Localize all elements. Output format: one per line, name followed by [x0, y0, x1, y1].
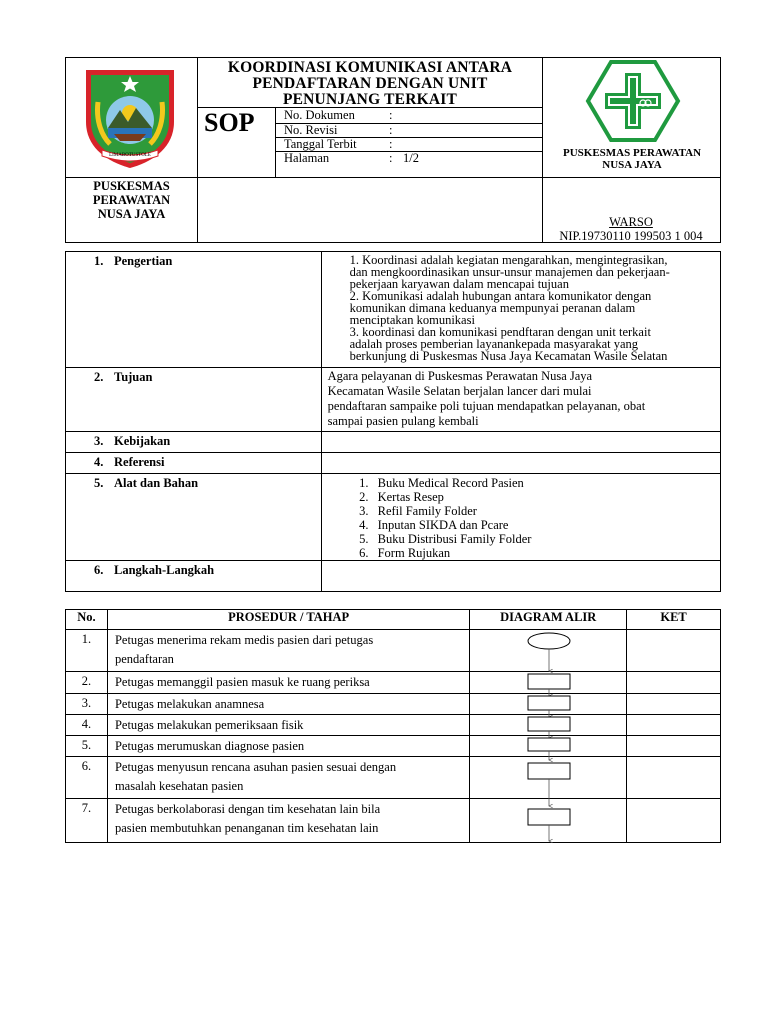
flowchart-diagram: [470, 629, 627, 844]
row-tujuan: [66, 368, 721, 432]
header-hline-mid: [197, 177, 542, 178]
org-line: PUSKESMAS: [93, 179, 170, 193]
title-line: KOORDINASI KOMUNIKASI ANTARA: [227, 59, 513, 76]
text-line: pekerjaan karyawan dalam mencapai tujuan: [349, 277, 569, 291]
signature-block: [542, 215, 720, 243]
regency-emblem-icon: [78, 64, 182, 170]
flow-process-box: [528, 674, 570, 689]
text-line: Petugas memanggil pasien masuk ke ruang periksa: [114, 675, 370, 689]
step-text: [107, 736, 469, 757]
row-label: Pengertian: [114, 254, 173, 268]
row-label: Tujuan: [114, 370, 153, 384]
ket-cell: [627, 799, 721, 843]
text-line: masalah kesehatan pasien: [114, 779, 244, 793]
text-line: Agara pelayanan di Puskesmas Perawatan Nusa Jaya: [327, 369, 593, 383]
col-header-no: No.: [66, 610, 108, 630]
text-line: Petugas menerima rekam medis pasien dari petugas: [114, 633, 374, 647]
row-alat-bahan: [66, 474, 721, 561]
text-line: 2. Komunikasi adalah hubungan antara komunikator dengan: [349, 289, 652, 303]
sop-divider: [275, 107, 276, 177]
text-line: Petugas melakukan pemeriksaan fisik: [114, 718, 304, 732]
pengertian-heading: [66, 252, 322, 368]
row-label: Alat dan Bahan: [114, 476, 199, 490]
header-hline-right: [542, 177, 720, 178]
doc-field-colon: :: [389, 123, 393, 137]
step-text: [107, 630, 469, 672]
row-label: Kebijakan: [114, 434, 171, 448]
doc-field-date: [284, 137, 403, 152]
puskesmas-logo-icon: [585, 59, 681, 143]
pengertian-content: [321, 252, 720, 368]
step-text: [107, 715, 469, 736]
row-number: 4.: [94, 455, 104, 469]
row-number: 3.: [94, 434, 104, 448]
text-line: dan mengkoordinasikan unsur-unsur manajemen dan pekerjaan-: [349, 265, 670, 279]
row-number: 6.: [94, 563, 104, 577]
list-item: 5. Buku Distribusi Family Folder: [372, 532, 720, 546]
ket-cell: [627, 630, 721, 672]
org-line: PERAWATAN: [92, 193, 171, 207]
list-item: 4. Inputan SIKDA dan Pcare: [372, 518, 720, 532]
step-number: 1.: [66, 630, 108, 672]
ket-cell: [627, 757, 721, 799]
tujuan-heading: [66, 368, 322, 432]
col-header-ket: KET: [627, 610, 721, 630]
referensi-content: [321, 453, 720, 474]
text-line: komunikan dimana keduanya mempunyai peranan dalam: [349, 301, 636, 315]
row-label: Referensi: [114, 455, 165, 469]
header-hline-left: [66, 177, 197, 178]
kebijakan-heading: [66, 432, 322, 453]
flow-process-box: [528, 696, 570, 710]
list-item: 1. Buku Medical Record Pasien: [372, 476, 720, 490]
signer-nip: NIP.19730110 199503 1 004: [559, 229, 703, 243]
row-kebijakan: [66, 432, 721, 453]
doc-field-page: [284, 151, 419, 166]
step-text: [107, 694, 469, 715]
text-line: berkunjung di Puskesmas Nusa Jaya Kecamatan Wasile Selatan: [349, 349, 668, 363]
row-number: 2.: [94, 370, 104, 384]
text-line: Petugas merumuskan diagnose pasien: [114, 739, 305, 753]
col-header-flowchart: DIAGRAM ALIR: [470, 610, 627, 630]
step-text: [107, 672, 469, 694]
row-label: Langkah-Langkah: [114, 563, 215, 577]
ket-cell: [627, 672, 721, 694]
alat-heading: [66, 474, 322, 561]
title-line: PENUNJANG TERKAIT: [282, 91, 458, 108]
flow-process-box: [528, 738, 570, 751]
doc-field-colon: :: [389, 108, 393, 122]
col-header-procedure: PROSEDUR / TAHAP: [107, 610, 469, 630]
list-item: 2. Kertas Resep: [372, 490, 720, 504]
text-line: Petugas menyusun rencana asuhan pasien sesuai dengan: [114, 760, 397, 774]
kebijakan-content: [321, 432, 720, 453]
row-referensi: [66, 453, 721, 474]
org-line: PUSKESMAS PERAWATAN: [562, 147, 702, 159]
step-number: 7.: [66, 799, 108, 843]
sop-info-table: [65, 251, 721, 592]
text-line: pendaftaran: [114, 652, 174, 666]
org-line: NUSA JAYA: [97, 207, 166, 221]
row-pengertian: [66, 252, 721, 368]
text-line: 1. Koordinasi adalah kegiatan mengarahkan, mengintegrasikan,: [349, 253, 668, 267]
text-line: Kecamatan Wasile Selatan berjalan lancer dari mulai: [327, 384, 592, 398]
doc-field-label: No. Dokumen: [284, 108, 355, 122]
step-number: 6.: [66, 757, 108, 799]
doc-field-revision: [284, 123, 403, 138]
sop-header: [65, 57, 721, 243]
list-item: 6. Form Rujukan: [372, 546, 720, 560]
title-line: PENDAFTARAN DENGAN UNIT: [252, 75, 488, 92]
text-line: 3. koordinasi dan komunikasi pendftaran dengan unit terkait: [349, 325, 651, 339]
step-text: [107, 799, 469, 843]
doc-field-label: Halaman: [284, 151, 330, 165]
flow-process-box: [528, 717, 570, 731]
text-line: pendaftaran sampaike poli tujuan mendapatkan pelayanan, obat: [327, 399, 646, 413]
alat-list: [322, 476, 720, 560]
doc-field-label: No. Revisi: [284, 123, 338, 137]
ket-cell: [627, 715, 721, 736]
flow-process-box: [528, 809, 570, 825]
text-line: Petugas berkolaborasi dengan tim kesehatan lain bila: [114, 802, 381, 816]
signer-name: WARSO: [609, 215, 653, 229]
doc-field-label: Tanggal Terbit: [284, 137, 357, 151]
alat-content: [321, 474, 720, 561]
referensi-heading: [66, 453, 322, 474]
right-org-name: [544, 147, 720, 171]
step-text: [107, 757, 469, 799]
step-number: 5.: [66, 736, 108, 757]
doc-field-value: 1/2: [403, 151, 419, 165]
text-line: pasien membutuhkan penanganan tim kesehatan lain: [114, 821, 379, 835]
doc-field-colon: :: [389, 137, 393, 151]
flow-process-box: [528, 763, 570, 779]
emblem-motto: LIMABOTUSTOLE: [109, 153, 151, 158]
list-item: 3. Refil Family Folder: [372, 504, 720, 518]
text-line: menciptakan komunikasi: [349, 313, 475, 327]
row-number: 5.: [94, 476, 104, 490]
langkah-heading: [66, 561, 322, 592]
doc-field-colon: :: [389, 151, 393, 165]
document-title: [198, 60, 542, 108]
text-line: Petugas melakukan anamnesa: [114, 697, 265, 711]
left-org-name: [66, 179, 197, 221]
row-langkah: [66, 561, 721, 592]
ket-cell: [627, 736, 721, 757]
org-line: NUSA JAYA: [602, 159, 662, 171]
sop-label: SOP: [204, 108, 255, 137]
langkah-content: [321, 561, 720, 592]
procedure-header-row: [66, 610, 721, 630]
step-number: 4.: [66, 715, 108, 736]
flow-start-terminator: [528, 633, 570, 649]
row-number: 1.: [94, 254, 104, 268]
ket-cell: [627, 694, 721, 715]
text-line: adalah proses pemberian layanankepada masyarakat yang: [349, 337, 639, 351]
doc-field-number: [284, 108, 403, 123]
tujuan-content: [321, 368, 720, 432]
text-line: sampai pasien pulang kembali: [327, 414, 479, 428]
step-number: 2.: [66, 672, 108, 694]
step-number: 3.: [66, 694, 108, 715]
